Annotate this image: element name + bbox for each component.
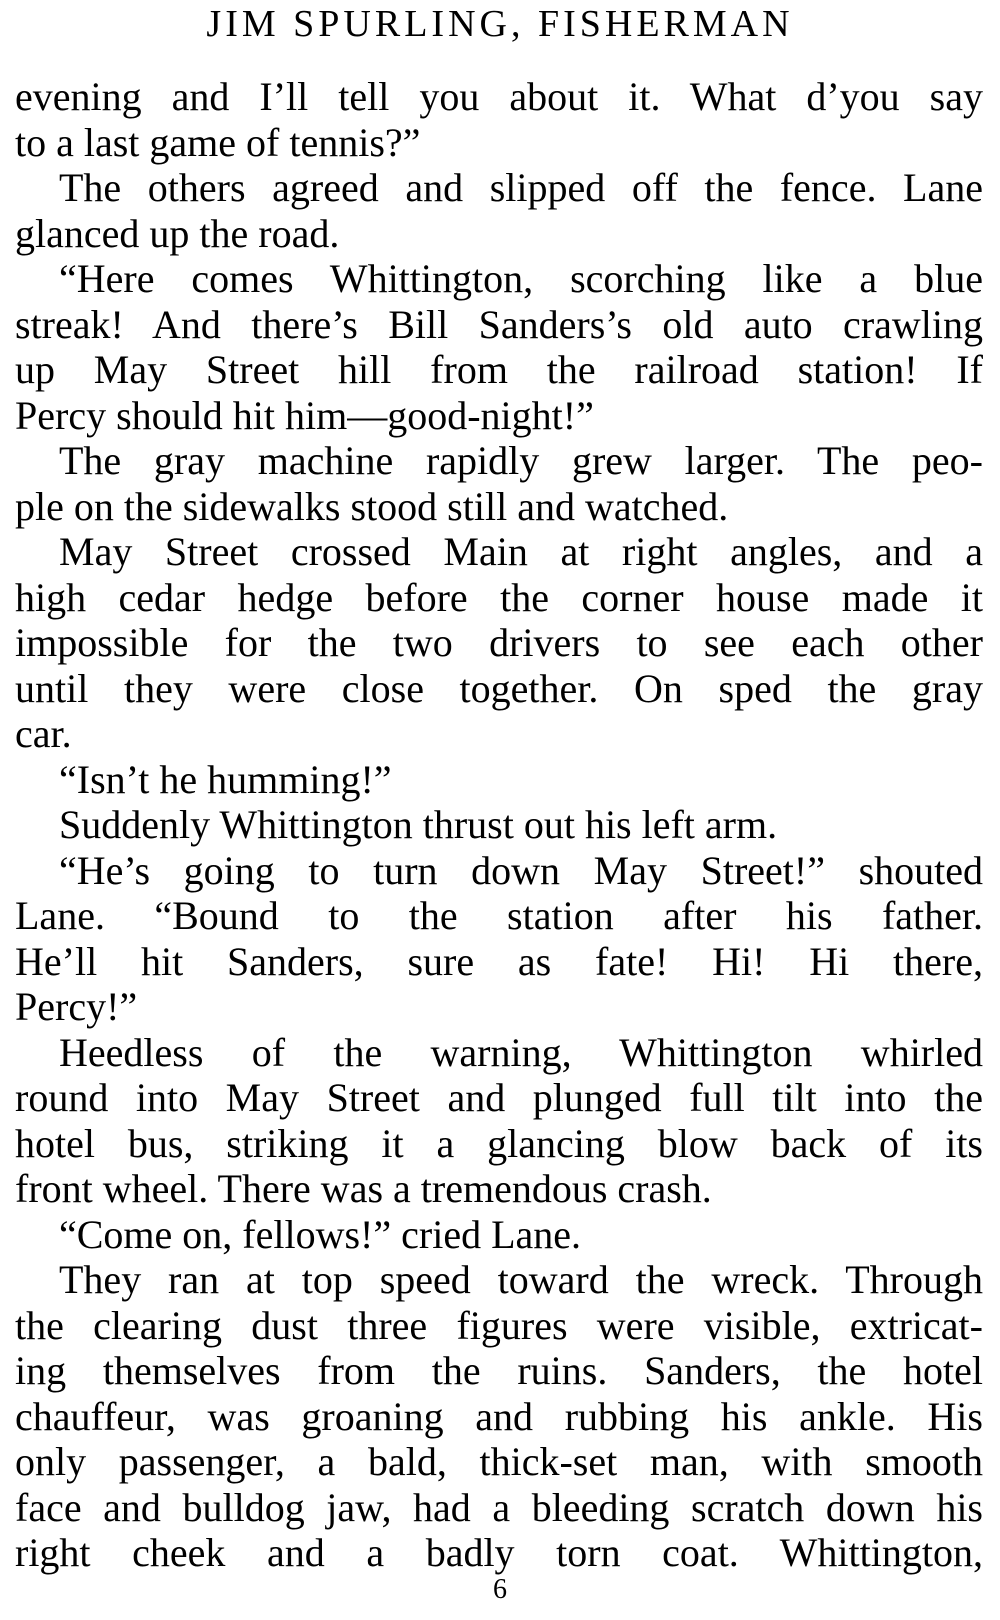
text-line: only passenger, a bald, thick-set man, with smooth [15,1439,983,1484]
text-line: “Isn’t he humming!” [59,756,392,802]
text-line: front wheel. There was a tremendous crash. [15,1166,712,1211]
text-line: ing themselves from the ruins. Sanders, the hotel [15,1348,983,1393]
page-number: 6 [493,1574,507,1605]
text-line: Suddenly Whittington thrust out his left arm. [59,802,778,847]
text-line: Percy!” [15,984,138,1029]
text-line: The gray machine rapidly grew larger. The peo- [59,438,983,483]
text-line: to a last game of tennis?” [15,119,421,165]
text-line: Heedless of the warning, Whittington whirled [59,1029,983,1075]
text-line: Percy should hit him—good-night!” [15,392,594,438]
text-line: ple on the sidewalks stood still and watched. [15,483,729,529]
text-line: face and bulldog jaw, had a bleeding scratch down his [15,1484,983,1530]
text-line: “Come on, fellows!” cried Lane. [59,1211,582,1257]
text-line: round into May Street and plunged full tilt into the [15,1075,983,1120]
body-text [15,74,983,1576]
text-line: right cheek and a badly torn coat. Whittington, [15,1530,983,1575]
text-line: glanced up the road. [15,210,340,256]
text-line: He’ll hit Sanders, sure as fate! Hi! Hi there, [15,938,983,984]
text-line: The others agreed and slipped off the fence. Lane [59,165,983,210]
text-line: hotel bus, striking it a glancing blow back of its [15,1120,983,1166]
text-line: car. [15,711,72,756]
text-line: until they were close together. On sped the gray [15,665,983,711]
running-head: JIM SPURLING, FISHERMAN [206,3,794,45]
text-line: high cedar hedge before the corner house made it [15,574,983,620]
text-line: chauffeur, was groaning and rubbing his ankle. His [15,1393,983,1439]
text-line: “Here comes Whittington, scorching like a blue [59,256,983,301]
text-line: “He’s going to turn down May Street!” shouted [59,847,983,893]
text-line: streak! And there’s Bill Sanders’s old auto crawling [15,301,983,347]
text-line: the clearing dust three figures were visible, extricat- [15,1302,983,1348]
text-line: They ran at top speed toward the wreck. Through [59,1257,983,1302]
text-line: impossible for the two drivers to see each other [15,620,983,665]
text-line: May Street crossed Main at right angles, and a [59,529,983,574]
text-line: up May Street hill from the railroad station! If [15,347,983,392]
text-line: evening and I’ll tell you about it. What d’you say [15,74,983,119]
text-line: Lane. “Bound to the station after his father. [15,893,983,938]
